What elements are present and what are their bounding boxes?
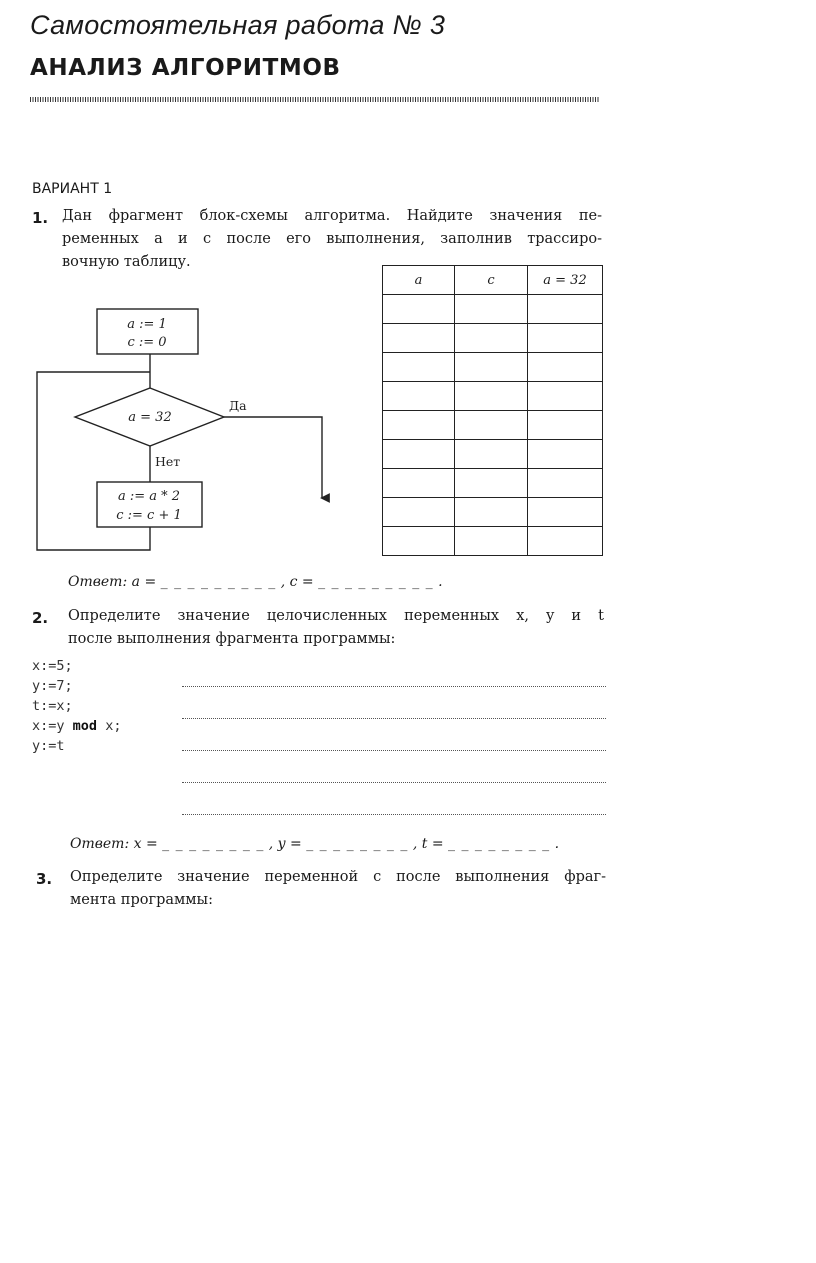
condition-label: a = 32	[128, 410, 172, 425]
code-line-4: x:=y mod x;	[32, 718, 122, 734]
answer-x-blank[interactable]: _ _ _ _ _ _ _ _	[162, 836, 265, 852]
table-row	[383, 469, 603, 498]
variant-label: ВАРИАНТ 1	[32, 181, 113, 197]
body-line-1: a := a * 2	[117, 489, 181, 504]
init-line-1: a := 1	[127, 317, 167, 332]
question-1-line-2: ременных a и c после его выполнения, заполнив трассиро-	[62, 231, 602, 247]
answer-c-eq: , c =	[280, 574, 314, 590]
yes-label: Да	[229, 398, 247, 413]
question-1-answer	[68, 574, 443, 590]
init-line-2: c := 0	[127, 335, 167, 350]
work-line[interactable]	[182, 686, 606, 687]
program-code	[32, 656, 121, 756]
page-title: Самостоятельная работа № 3	[30, 10, 446, 40]
question-3-line-1: Определите значение переменной c после выполнения фраг-	[70, 869, 606, 885]
table-row	[383, 295, 603, 324]
answer-label: Ответ:	[68, 574, 128, 590]
table-row	[383, 440, 603, 469]
work-line[interactable]	[182, 750, 606, 751]
answer-a-eq: a =	[131, 574, 157, 590]
question-2-text	[68, 605, 604, 651]
trace-table-header	[383, 266, 603, 295]
section-title: АНАЛИЗ АЛГОРИТМОВ	[30, 55, 341, 81]
trace-header-c: c	[455, 266, 528, 295]
question-1-line-1: Дан фрагмент блок-схемы алгоритма. Найдите значения пе-	[62, 208, 602, 224]
answer-t-eq: , t =	[412, 836, 444, 852]
question-1-line-3: вочную таблицу.	[62, 254, 191, 270]
table-row	[383, 353, 603, 382]
no-label: Нет	[155, 454, 181, 469]
answer-y-eq: , y =	[268, 836, 302, 852]
flow-line-yes	[224, 417, 322, 498]
trace-header-condition: a = 32	[528, 266, 603, 295]
answer-end: .	[438, 574, 443, 590]
trace-header-a: a	[383, 266, 455, 295]
table-row	[383, 498, 603, 527]
code-line-3: t:=x;	[32, 698, 73, 714]
table-row	[383, 382, 603, 411]
code-line-5: y:=t	[32, 738, 65, 754]
question-3-text	[70, 866, 606, 912]
flowchart	[30, 300, 340, 560]
answer-x-eq: x =	[133, 836, 158, 852]
table-row	[383, 527, 603, 556]
work-line[interactable]	[182, 718, 606, 719]
work-line[interactable]	[182, 782, 606, 783]
question-2-number: 2.	[32, 609, 49, 627]
header-divider	[30, 97, 600, 102]
answer-end: .	[554, 836, 560, 852]
trace-table	[382, 265, 603, 556]
answer-label: Ответ:	[70, 836, 130, 852]
question-1-number: 1.	[32, 209, 49, 227]
code-line-2: y:=7;	[32, 678, 73, 694]
question-2-line-1: Определите значение целочисленных переменных x, y и t	[68, 608, 604, 624]
table-row	[383, 324, 603, 353]
question-2-line-2: после выполнения фрагмента программы:	[68, 631, 396, 647]
code-line-1: x:=5;	[32, 658, 73, 674]
answer-a-blank[interactable]: _ _ _ _ _ _ _ _ _	[160, 574, 277, 590]
question-1-text	[62, 205, 602, 274]
answer-t-blank[interactable]: _ _ _ _ _ _ _ _	[448, 836, 551, 852]
body-line-2: c := c + 1	[116, 508, 182, 523]
answer-c-blank[interactable]: _ _ _ _ _ _ _ _ _	[318, 574, 434, 590]
table-row	[383, 411, 603, 440]
question-3-number: 3.	[36, 870, 53, 888]
loop-back-line	[37, 372, 150, 550]
work-line[interactable]	[182, 814, 606, 815]
question-2-answer	[70, 836, 559, 852]
code-keyword-mod: mod	[72, 718, 98, 734]
answer-y-blank[interactable]: _ _ _ _ _ _ _ _	[306, 836, 409, 852]
question-3-line-2: мента программы:	[70, 892, 213, 908]
